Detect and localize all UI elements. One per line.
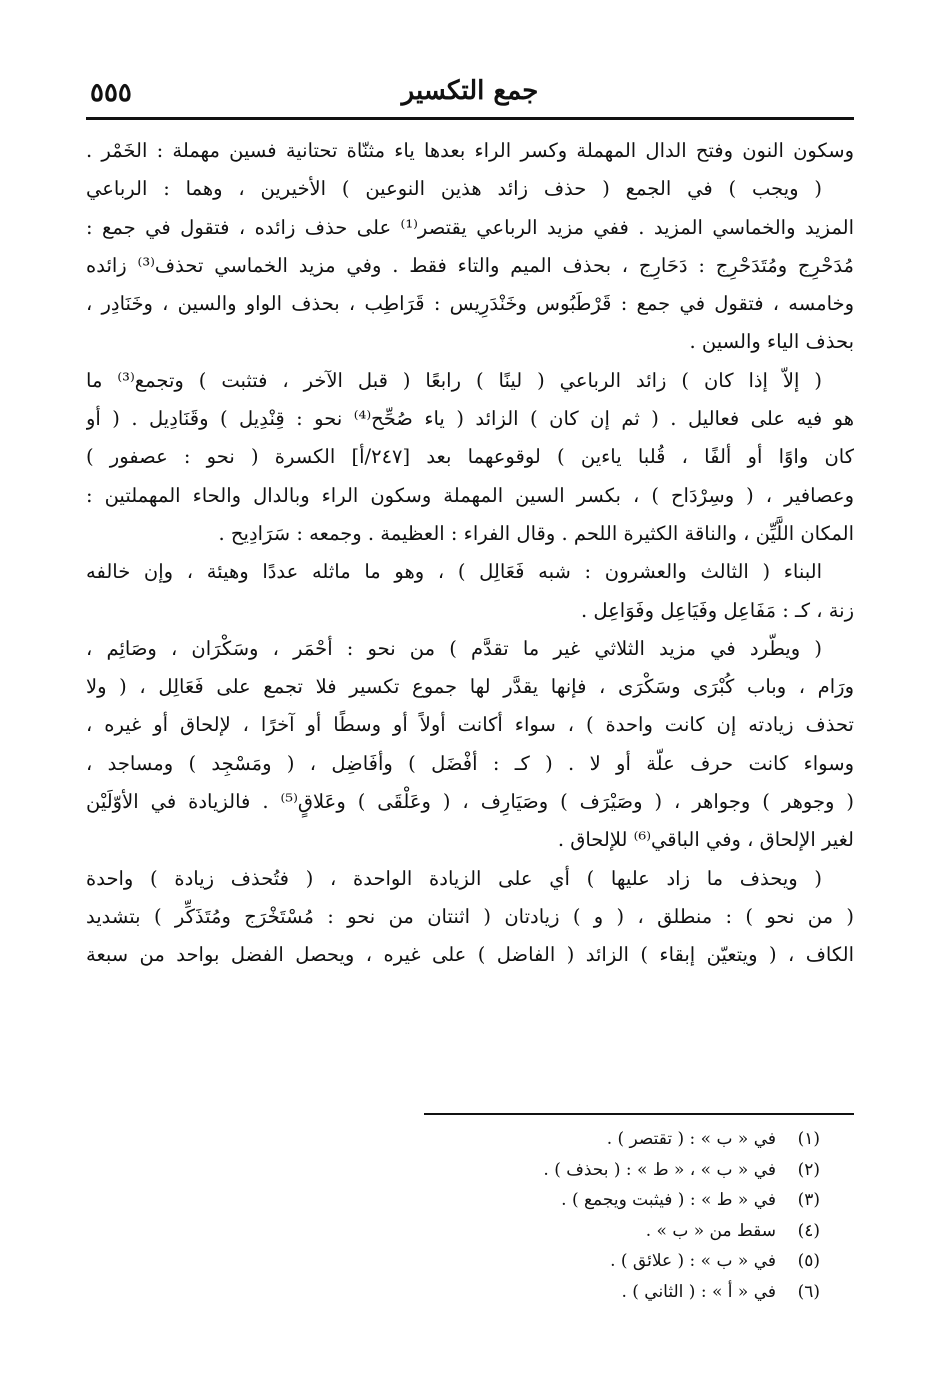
footnote — [200, 1185, 820, 1216]
footnote-number: (٣) — [797, 1190, 820, 1211]
footnote — [200, 1216, 820, 1247]
text-line: ورَام ، وباب كُبْرَى وسَكْرَى ، فإنها يقدَّر لها جموع تكسير فلا تجمع على فَعَالِل ، ( ولا — [86, 675, 854, 699]
footnote — [200, 1124, 820, 1155]
page-number: ٥٥٥ — [90, 78, 132, 108]
text-line: بحذف الياء والسين . — [689, 330, 854, 354]
text-line: وعصافير ، ( وسِرْدَاح ) ، بكسر السين المهملة وسكون الراء وبالدال والحاء المهملتين : — [86, 483, 854, 507]
footnote-text: في « ب » ، « ط » : ( بحذف ) . — [543, 1159, 776, 1180]
footnote — [200, 1155, 820, 1186]
page-header — [86, 70, 854, 114]
main-text — [86, 132, 854, 975]
footnote-text: في « ط » : ( فيثبت ويجمع ) . — [561, 1190, 776, 1211]
text-line: هو فيه على فعاليل . ( ثم إن كان ) الزائد ( ياء صُحِّح⁽⁴⁾ نحو : قِنْدِيل ) وقَنَادِيل . ( أو — [86, 407, 854, 431]
running-title: جمع التكسير — [401, 76, 539, 106]
text-line: مُدَحْرِج ومُتَدَحْرِج : دَحَارِج ، بحذف الميم والتاء فقط . وفي مزيد الخماسي تحذف⁽³⁾ زائده — [86, 253, 854, 277]
text-line: ( وجوهر ) وجواهر ، ( وصَيْرَف ) وصَيَارِف ، ( وعَلْقَى ) وعَلاقٍ⁽⁵⁾ . فالزيادة في الأوّلَيْن — [86, 790, 854, 814]
footnote-text: في « ب » : ( علائق ) . — [610, 1251, 776, 1272]
text-line: ( من نحو ) : منطلق ، ( و ) زيادتان ( اثنتان من نحو : مُسْتَخْرَج ومُتَذَكِّر ) بتشديد — [86, 904, 854, 928]
text-line: وسواء كانت حرف علّة أو لا . ( كـ : أفْضَل ) وأفَاضِل ، ( ومَسْجِد ) ومساجد ، — [86, 751, 854, 775]
footnote-number: (٤) — [797, 1220, 820, 1241]
footnote-number: (٥) — [797, 1251, 820, 1272]
footnote-number: (١) — [797, 1129, 820, 1149]
footnotes — [200, 1124, 820, 1308]
footnote-number: (٢) — [797, 1159, 820, 1180]
text-line: ( ويجب ) في الجمع ( حذف زائد هذين النوعين ) الأخيرين ، وهما : الرباعي — [86, 177, 822, 201]
text-line: وخامسه ، فتقول في جمع : قَرْطَبُوس وخَنْدَرِيس : قَرَاطِب ، بحذف الواو والسين ، وخَنَادِر ، — [86, 292, 854, 316]
header-rule — [86, 117, 854, 120]
footnote-text: في « ب » : ( تقتصر ) . — [606, 1129, 776, 1149]
footnote-number: (٦) — [797, 1281, 820, 1302]
footnote-rule — [424, 1113, 854, 1115]
footnote-text: سقط من « ب » . — [645, 1220, 776, 1241]
text-line: زنة ، كـ : مَفَاعِل وفَيَاعِل وفَوَاعِل . — [581, 598, 854, 622]
footnote — [200, 1246, 820, 1277]
text-line: تحذف زيادته إن كانت واحدة ) ، سواء أكانت أولاً أو وسطًا أو آخرًا ، لإلحاق أو غيره ، — [86, 713, 854, 737]
text-line: ( ويحذف ما زاد عليها ) أي على الزيادة الواحدة ، ( فتُحذف زيادة ) واحدة — [86, 866, 822, 890]
text-line: كان واوًا أو ألفًا ، قُلبا ياءين ) لوقوعهما بعد [٢٤٧/أ] الكسرة ( نحو : عصفور ) — [86, 445, 854, 469]
text-line: لغير الإلحاق ، وفي الباقي⁽⁶⁾ للإلحاق . — [557, 828, 854, 852]
text-line: المزيد والخماسي المزيد . ففي مزيد الرباعي يقتصر⁽¹⁾ على حذف زائده ، فتقول في جمع : — [86, 215, 854, 239]
text-line: البناء ( الثالث والعشرون : شبه فَعَالِل ) ، وهو ما ماثله عددًا وهيئة ، وإن خالفه — [86, 560, 822, 584]
text-line: المكان اللَّيِّن ، والناقة الكثيرة اللحم . وقال الفراء : العظيمة . وجمعه : سَرَادِيح . — [218, 521, 854, 545]
footnote-text: في « أ » : ( الثاني ) . — [621, 1281, 776, 1302]
text-line: الكاف ، ( ويتعيّن إبقاء ) الزائد ( الفاضل ) على غيره ، ويحصل الفضل بواحد من سبعة — [86, 943, 854, 967]
text-line: ( إلاّ إذا كان ) زائد الرباعي ( لينًا ) رابعًا ( قبل الآخر ، فتثبت ) وتجمع⁽³⁾ ما — [86, 368, 823, 392]
footnote — [200, 1277, 820, 1308]
text-line: ( ويطّرد في مزيد الثلاثي غير ما تقدَّم ) من نحو : أحْمَر ، وسَكْرَان ، وصَائِم ، — [86, 636, 822, 660]
text-line: وسكون النون وفتح الدال المهملة وكسر الراء بعدها ياء مثنّاة تحتانية فسين مهملة : الخَمْر . — [86, 139, 854, 162]
